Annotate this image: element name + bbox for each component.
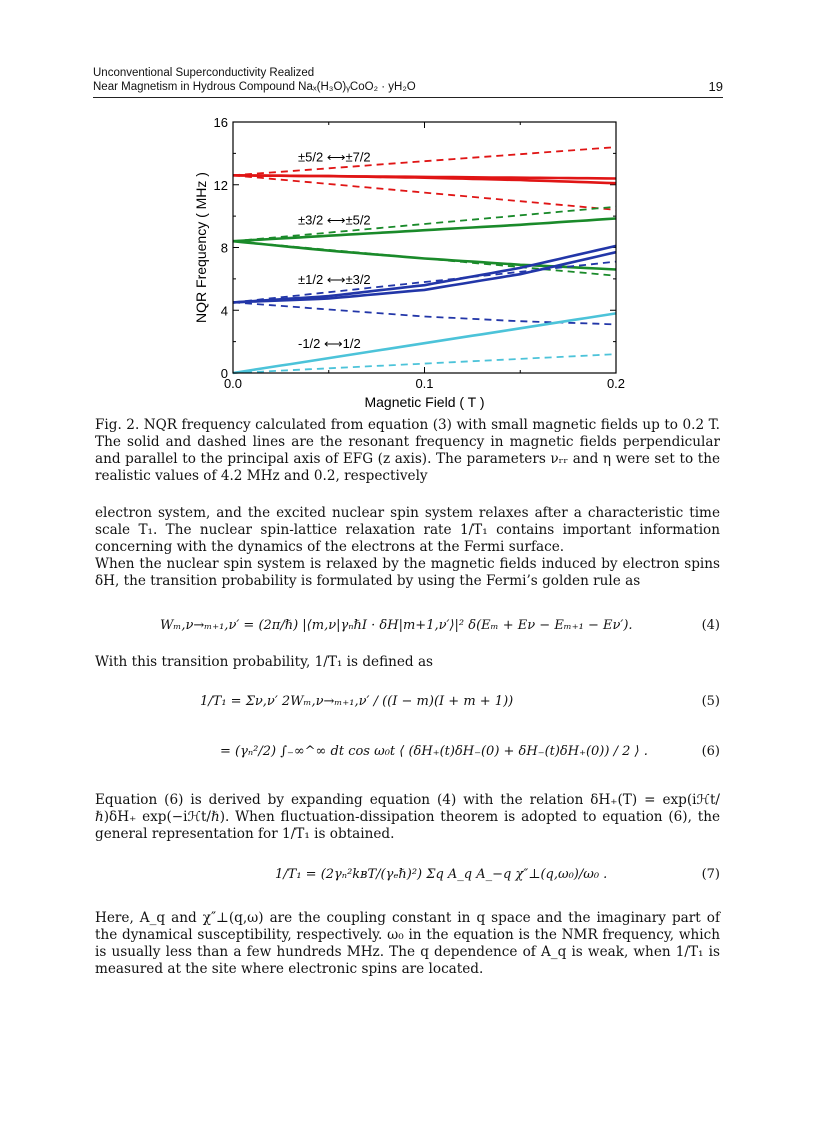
series-line [233, 262, 616, 303]
chart-labels-layer [214, 115, 626, 391]
paragraph-4: Equation (6) is derived by expanding equation (4) with the relation δH₊(T) = exp(iℋt/ℏ)δH₊ exp(−iℋt/ℏ). When fluctuation-dissipation theorem is adopted to equation (6), the general representation for 1/T₁ is obtained. [95, 792, 720, 842]
y-tick-label: 12 [213, 177, 228, 193]
equation-7-number: (7) [701, 867, 720, 882]
equation-7 [95, 867, 720, 887]
equation-5-text: 1/T₁ = Σν,ν′ 2Wₘ,ν→ₘ₊₁,ν′ / ((I − m)(I + m + 1)) [200, 694, 514, 709]
paragraph-1: electron system, and the excited nuclear spin system relaxes after a characteristic time scale T₁. The nuclear spin-lattice relaxation rate 1/T₁ contains important information concerning with the dynamics of the electrons at the Fermi surface. [95, 505, 720, 555]
series-line [233, 219, 616, 242]
paragraph-2: When the nuclear spin system is relaxed by the magnetic fields induced by electron spins δH, the transition probability is formulated by using the Fermi’s golden rule as [95, 556, 720, 589]
y-tick-label: 16 [213, 115, 228, 130]
series-line [233, 313, 616, 373]
equation-4-text: Wₘ,ν→ₘ₊₁,ν′ = (2π/ℏ) |⟨m,ν|γₙℏI · δH|m+1,ν′⟩|² δ(Eₘ + Eν − Eₘ₊₁ − Eν′). [160, 618, 633, 633]
transition-annotation: ±5/2 ⟷±7/2 [298, 149, 371, 165]
series-line [233, 175, 616, 178]
x-tick-label: 0.0 [223, 376, 243, 391]
y-axis-label: NQR Frequency ( MHz ) [193, 172, 209, 323]
transition-annotation: -1/2 ⟷1/2 [298, 336, 361, 352]
x-axis-label: Magnetic Field ( T ) [364, 394, 485, 410]
header-title-line2: Near Magnetism in Hydrous Compound Naₓ(H₃O)ᵧCoO₂ · yH₂O [93, 81, 416, 93]
equation-6-number: (6) [701, 744, 720, 759]
y-tick-label: 8 [220, 240, 228, 256]
header-title-line1: Unconventional Superconductivity Realized [93, 67, 315, 79]
equation-4 [95, 618, 720, 638]
x-tick-label: 0.1 [415, 376, 434, 391]
nqr-frequency-chart [180, 112, 640, 412]
paragraph-5: Here, A_q and χ″⊥(q,ω) are the coupling constant in q space and the imaginary part of the dynamical susceptibility, respectively. ω₀ in the equation is the NMR frequency, which is usually less than a few hundreds MHz. The q dependence of A_q is weak, when 1/T₁ is measured at the site where electronic spins are located. [95, 910, 720, 977]
series-line [233, 207, 616, 242]
y-tick-label: 0 [220, 366, 228, 381]
running-header [93, 66, 723, 94]
chart-series-layer [233, 147, 616, 373]
equation-6 [95, 744, 720, 764]
transition-annotation: ±1/2 ⟷±3/2 [298, 271, 371, 287]
equation-4-number: (4) [701, 618, 720, 633]
equation-5 [95, 694, 720, 714]
equation-7-text: 1/T₁ = (2γₙ²kʙT/(γₑℏ)²) Σq A_q A_−q χ″⊥(q,ω₀)/ω₀ . [275, 867, 608, 882]
series-line [233, 246, 616, 303]
header-rule [93, 97, 723, 98]
series-line [233, 147, 616, 175]
y-tick-label: 4 [220, 303, 228, 319]
figure-caption: Fig. 2. NQR frequency calculated from equation (3) with small magnetic fields up to 0.2 T. The solid and dashed lines are the resonant frequency in magnetic fields perpendicular and parallel to the principal axis of EFG (z axis). The parameters νᵣᵣ and η were set to the realistic values of 4.2 MHz and 0.2, respectively [95, 417, 720, 484]
equation-5-number: (5) [701, 694, 720, 709]
equation-6-text: = (γₙ²/2) ∫₋∞^∞ dt cos ω₀t ⟨ (δH₊(t)δH₋(0) + δH₋(t)δH₊(0)) / 2 ⟩ . [220, 744, 648, 759]
page-number: 19 [708, 79, 723, 94]
x-tick-label: 0.2 [606, 376, 626, 391]
transition-annotation: ±3/2 ⟷±5/2 [298, 212, 371, 228]
paragraph-3: With this transition probability, 1/T₁ is defined as [95, 654, 434, 670]
